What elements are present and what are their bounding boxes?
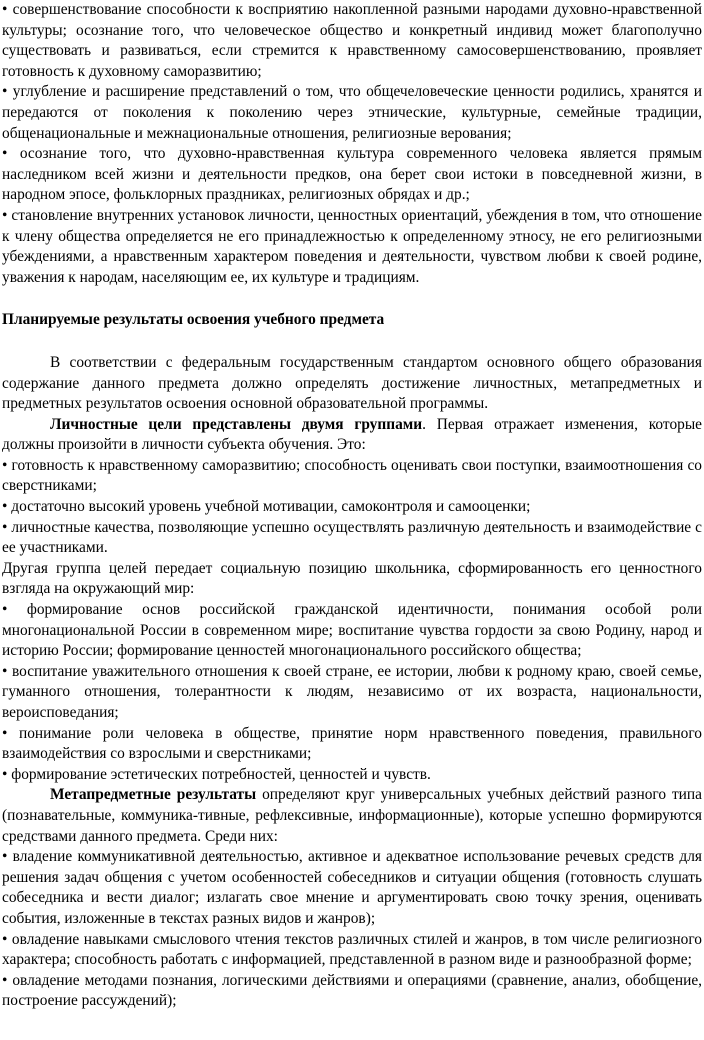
bullet-universal-values: • углубление и расширение представлений о том, что общечеловеческие ценности родились, хранятся и передаются от поколения к поколению через этнические, культурные, семейные традиции, общенациональные и межнациональные отношения, религиозные верования; (2, 83, 702, 142)
bullet-aesthetic-needs: • формирование эстетических потребностей, ценностей и чувств. (2, 765, 431, 783)
bullet-role-in-society: • понимание роли человека в обществе, принятие норм нравственного поведения, правильного взаимодействия со взрослыми и сверстниками; (2, 724, 702, 763)
second-group-paragraph: Другая группа целей передает социальную позицию школьника, сформированность его ценностного взгляда на окружающий мир: (2, 559, 702, 598)
bullet-moral-culture-heritage: • осознание того, что духовно-нравственная культура современного человека является прямым наследником всей жизни и деятельности предков, она берет свои истоки в повседневной жизни, в народном эпосе, фольклорных праздниках, религиозных обрядах и др.; (2, 145, 702, 204)
personal-goals-text: . Первая отражает изменения, которые должны произойти в личности субъекта обучения. Это: (2, 415, 703, 454)
meta-results-text: определяют круг универсальных учебных действий разного типа (познавательные, коммуника-тивные, рефлексивные, информационные), которые успешно формируются средствами данного предмета. Среди них: (2, 786, 702, 845)
bullet-communication: • владение коммуникативной деятельностью, активное и адекватное использование речевых средств для решения задач общения с учетом особенностей собеседников и ситуации общения (готовность слушать собеседника и вести диалог; излагать свое мнение и аргументировать свою точку зрения, оценивать события, изложенные в текстах разных видов и жанров); (2, 848, 702, 927)
bullet-personal-qualities: • личностные качества, позволяющие успешно осуществлять различную деятельность и взаимодействие с ее участниками. (2, 518, 702, 557)
meta-results-paragraph (2, 785, 702, 847)
bullet-motivation: • достаточно высокий уровень учебной мотивации, самоконтроля и самооценки; (2, 498, 531, 516)
bullet-respect-country: • воспитание уважительного отношения к своей стране, ее истории, любви к родному краю, своей семье, гуманного отношения, толерантности к людям, независимо от их возраста, национальности, вероисповедания; (2, 662, 702, 721)
personal-goals-lead: Личностные цели представлены двумя группами (50, 415, 423, 433)
personal-goals-paragraph (2, 415, 702, 456)
intro-paragraph: В соответствии с федеральным государственным стандартом основного общего образования содержание данного предмета должно определять достижение личностных, метапредметных и предметных результатов освоения основной образовательной программы. (2, 353, 702, 413)
bullet-spiritual-culture: • совершенствование способности к восприятию накопленной разными народами духовно-нравственной культуры; осознание того, что человеческое общество и конкретный индивид может благополучно существовать и развиваться, если стремится к нравственному самосовершенствованию, проявляет готовность к духовному саморазвитию; (2, 1, 702, 80)
bullet-self-development: • готовность к нравственному саморазвитию; способность оценивать свои поступки, взаимоотношения со сверстниками; (2, 456, 702, 495)
meta-results-lead: Метапредметные результаты (50, 786, 257, 804)
bullet-personal-attitudes: • становление внутренних установок личности, ценностных ориентаций, убеждения в том, что отношение к члену общества определяется не его принадлежностью к определенному этносу, не его религиозными убеждениями, а нравственным характером поведения и деятельности, чувством любви к своей родине, уважения к народам, населяющим ее, их культуре и традициям. (2, 206, 702, 286)
bullet-civic-identity: • формирование основ российской гражданской идентичности, понимания особой роли многонациональной России в современном мире; воспитание чувства гордости за свою Родину, народ и историю России; формирование ценностей многонационального российского общества; (2, 601, 702, 660)
section-title: Планируемые результаты освоения учебного предмета (2, 311, 385, 329)
bullet-cognition-methods: • овладение методами познания, логическими действиями и операциями (сравнение, анализ, обобщение, построение рассуждений); (2, 971, 702, 1010)
bullet-reading-skills: • овладение навыками смыслового чтения текстов различных стилей и жанров, в том числе религиозного характера; способность работать с информацией, представленной в разном виде и разнообразной форме; (2, 930, 702, 969)
